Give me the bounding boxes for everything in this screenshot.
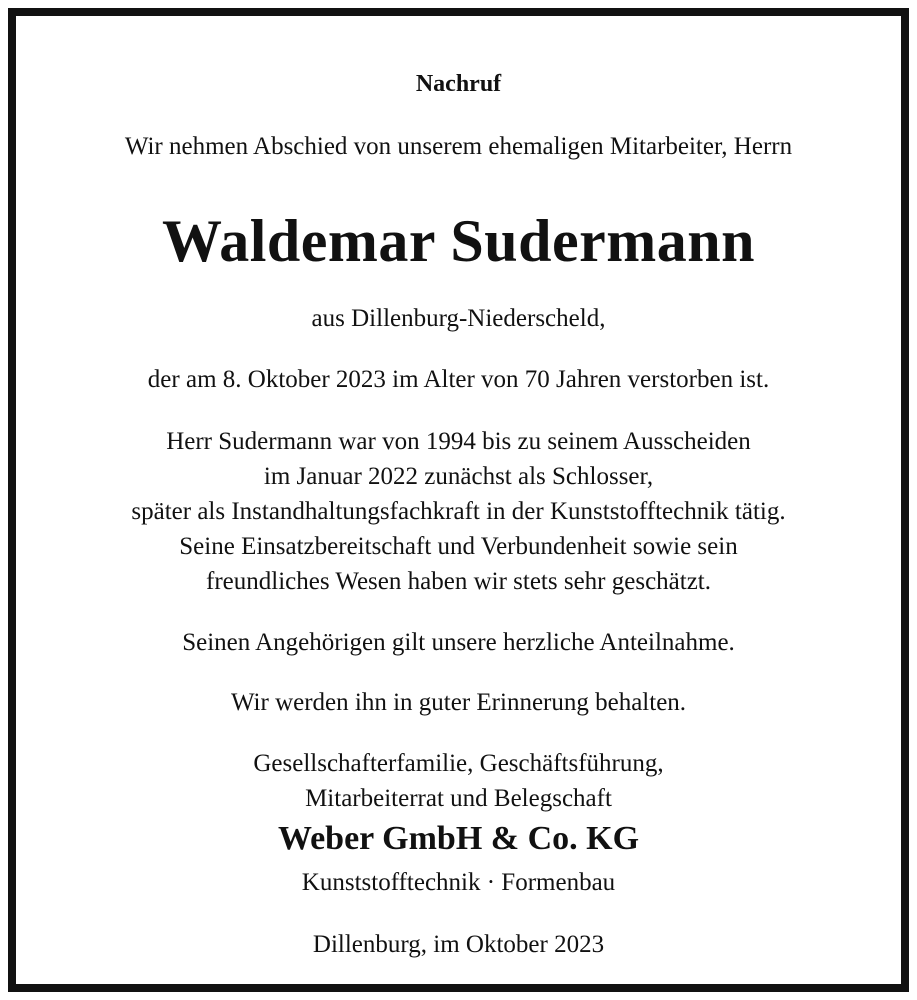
intro-text: Wir nehmen Abschied von unserem ehemaligen Mitarbeiter, Herrn <box>124 133 793 160</box>
origin-text: aus Dillenburg-Niederscheld, <box>311 305 606 332</box>
obituary-notice <box>8 8 909 992</box>
company-divisions: Kunststofftechnik · Formenbau <box>301 869 616 896</box>
biography-line: im Januar 2022 zunächst als Schlosser, <box>263 463 654 490</box>
company-name: Weber GmbH & Co. KG <box>277 820 640 857</box>
signatory-line: Mitarbeiterrat und Belegschaft <box>305 785 612 812</box>
place-date: Dillenburg, im Oktober 2023 <box>312 931 605 958</box>
notice-heading: Nachruf <box>415 71 502 97</box>
biography-line: später als Instandhaltungsfachkraft in der Kunststofftechnik tätig. <box>131 498 786 525</box>
biography-line: Seine Einsatzbereitschaft und Verbundenheit sowie sein <box>179 533 738 560</box>
signatory-line: Gesellschafterfamilie, Geschäftsführung, <box>253 750 664 777</box>
death-info-text: der am 8. Oktober 2023 im Alter von 70 Jahren verstorben ist. <box>147 366 770 393</box>
condolence-text: Seinen Angehörigen gilt unsere herzliche Anteilnahme. <box>182 629 735 656</box>
biography-line: freundliches Wesen haben wir stets sehr geschätzt. <box>206 568 711 595</box>
deceased-name: Waldemar Sudermann <box>162 208 755 274</box>
remembrance-text: Wir werden ihn in guter Erinnerung behalten. <box>230 689 687 716</box>
biography-line: Herr Sudermann war von 1994 bis zu seinem Ausscheiden <box>166 428 751 455</box>
